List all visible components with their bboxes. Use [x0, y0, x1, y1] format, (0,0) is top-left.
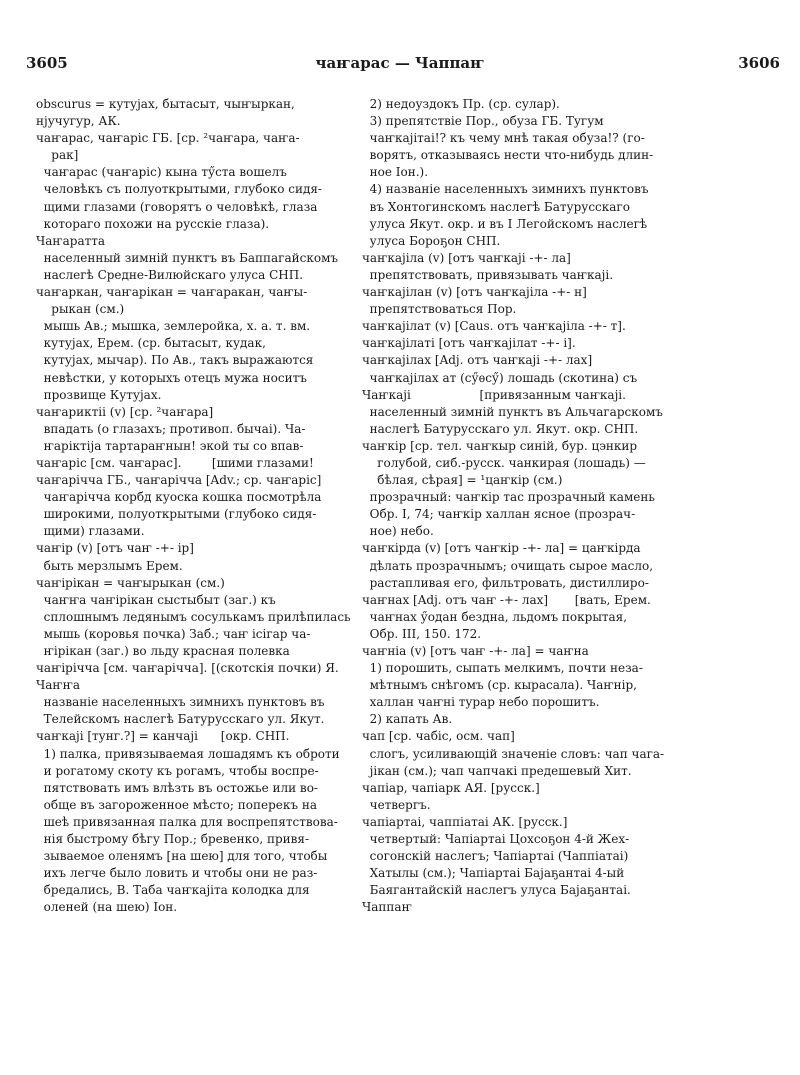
dictionary-line: человѣкъ съ полуоткрытыми, глубоко сидя- — [36, 182, 322, 197]
dictionary-line: чаҥкајілаті [отъ чаҥкајілат -+- і]. — [362, 336, 576, 351]
dictionary-line: Чаҥкајі [привязанным чаҥкајі. — [362, 387, 626, 402]
dictionary-line: щими глазами (говорятъ о человѣкѣ, глаза — [36, 199, 318, 214]
dictionary-line: нјучугур, АК. — [36, 114, 121, 129]
dictionary-line: чапіартаі, чаппіатаі АК. [русск.] — [362, 814, 568, 829]
dictionary-line: Чаҥаратта — [36, 233, 106, 248]
dictionary-line: чаҥкајіла (v) [отъ чаҥкајі -+- ла] — [362, 250, 571, 265]
dictionary-line: голубой, сиб.-русск. чанкирая (лошадь) — — [362, 455, 646, 470]
dictionary-line: слогъ, усиливающій значеніе словъ: чап чага- — [362, 746, 665, 761]
dictionary-line: въ Хонтогинскомъ наслегѣ Батурусскаго — [362, 199, 630, 214]
dictionary-line: сплошнымъ ледянымъ сосулькамъ прилѣпилась — [36, 609, 351, 624]
dictionary-line: чаҥірічча [см. чаҥарічча]. [(скотскія почки) Я. — [36, 661, 339, 676]
dictionary-line: четвертый: Чапіартаі Цохсоҕон 4-й Жех- — [362, 832, 630, 847]
right-column — [362, 96, 792, 917]
dictionary-line: наслегѣ Батурусскаго ул. Якут. окр. СНП. — [362, 421, 639, 436]
dictionary-line: препятствоваться Пор. — [362, 302, 517, 317]
dictionary-line: 4) названіе населенныхъ зимнихъ пунктовъ — [362, 182, 649, 197]
dictionary-line: прозрачный: чаҥкір тас прозрачный камень — [362, 490, 655, 505]
dictionary-line: шеѣ привязанная палка для воспрепятствова- — [36, 814, 338, 829]
dictionary-line: чаҥкајілат (v) [Caus. отъ чаҥкајіла -+- т]. — [362, 319, 626, 334]
dictionary-line: улуса Якут. окр. и въ І Легойскомъ наслегѣ — [362, 216, 648, 231]
dictionary-line: улуса Бороҕон СНП. — [362, 233, 501, 248]
dictionary-line: кутујах, Ерем. (ср. бытасыт, кудак, — [36, 336, 266, 351]
dictionary-line: ҥаріктіја тартараҥнын! экой ты со впав- — [36, 438, 304, 453]
dictionary-line: 1) палка, привязываемая лошадямъ къ оброти — [36, 746, 340, 761]
dictionary-line: ное) небо. — [362, 524, 434, 539]
dictionary-line: халлан чаҥні турар небо порошитъ. — [362, 695, 600, 710]
dictionary-line: и рогатому скоту къ рогамъ, чтобы воспре- — [36, 763, 319, 778]
running-head: чаҥарас — Чаппаҥ — [315, 54, 485, 72]
dictionary-line: Хатылы (см.); Чапіартаі Бајаҕантаі 4-ый — [362, 866, 625, 881]
dictionary-line: чаҥкајітаі!? къ чему мнѣ такая обуза!? (го- — [362, 131, 645, 146]
dictionary-line: чаҥарас (чаҥаріс) кына тӳста вошелъ — [36, 165, 287, 180]
dictionary-line: ҥірікан (заг.) во льду красная полевка — [36, 644, 290, 658]
dictionary-line: котораго похожи на русскіе глаза). — [36, 216, 270, 231]
dictionary-line: 3) препятствіе Пор., обуза ГБ. Тугум — [362, 114, 604, 129]
dictionary-line: названіе населенныхъ зимнихъ пунктовъ въ — [36, 695, 325, 710]
dictionary-line: чаҥір (v) [отъ чаҥ -+- ір] — [36, 541, 194, 556]
dictionary-line: щими) глазами. — [36, 524, 145, 539]
dictionary-line: чаҥніа (v) [отъ чаҥ -+- ла] = чаҥна — [362, 644, 589, 658]
dictionary-line: чаҥнах [Adj. отъ чаҥ -+- лах] [вать, Ерем. — [362, 592, 651, 607]
dictionary-line: Обр. І, 74; чаҥкір халлан ясное (прозрач- — [362, 507, 636, 522]
dictionary-line: нія быстрому бѣгу Пор.; бревенко, привя- — [36, 832, 310, 847]
dictionary-line: чаҥкір [ср. тел. чаҥкыр синій, бур. цэнкир — [362, 438, 638, 453]
dictionary-line: чаҥкајілах ат (сӳѳсӳ) лошадь (скотина) съ — [362, 370, 638, 385]
dictionary-line: 2) капать Ав. — [362, 712, 453, 727]
dictionary-line: дѣлать прозрачнымъ; очищать сырое масло, — [362, 558, 654, 573]
dictionary-line: рыкан (см.) — [36, 302, 125, 317]
dictionary-line: согонскій наслегъ; Чапіартаі (Чаппіатаі) — [362, 849, 629, 864]
dictionary-line: чаҥаріс [см. чаҥарас]. [шими глазами! — [36, 455, 314, 470]
dictionary-line: прозвище Кутујах. — [36, 387, 162, 402]
dictionary-line: јікан (см.); чап чапчакі предешевый Хит. — [362, 763, 632, 778]
dictionary-line: оленей (на шею) Іон. — [36, 900, 178, 915]
dictionary-line: чаҥкајі [тунг.?] = канчајі [окр. СНП. — [36, 729, 290, 744]
dictionary-line: чаҥкајілан (v) [отъ чаҥкајіла -+- н] — [362, 285, 587, 300]
dictionary-line: растапливая его, фильтровать, дистиллиро- — [362, 575, 649, 590]
dictionary-line: ихъ легче было ловить и чтобы они не раз- — [36, 866, 318, 881]
dictionary-line: рак] — [36, 148, 79, 163]
dictionary-line: obscurus = кутујах, бытасыт, чыҥыркан, — [36, 97, 295, 111]
dictionary-line: зываемое оленямъ [на шею] для того, чтобы — [36, 849, 328, 864]
dictionary-line: мышь (коровья почка) Заб.; чаҥ ісігар ча- — [36, 626, 311, 641]
dictionary-line: ворятъ, отказываясь нести что-нибудь длин- — [362, 148, 654, 163]
dictionary-line: обще въ загороженное мѣсто; поперекъ на — [36, 797, 317, 812]
dictionary-line: пятствовать имъ влѣзть въ остожье или во- — [36, 780, 318, 795]
dictionary-line: чаҥарас, чаҥаріс ГБ. [ср. ²чаҥара, чаҥа- — [36, 131, 300, 146]
page-number-left: 3605 — [26, 54, 68, 72]
dictionary-line: Телейскомъ наслегѣ Батурусскаго ул. Якут. — [36, 712, 325, 727]
dictionary-line: населенный зимній пунктъ въ Альчагарскомъ — [362, 404, 663, 419]
dictionary-line: населенный зимній пунктъ въ Баппагайскомъ — [36, 250, 339, 265]
dictionary-line: Чаппаҥ — [362, 900, 412, 915]
dictionary-line: чаҥҥа чаҥірікан сыстыбыт (заг.) къ — [36, 592, 276, 607]
dictionary-line: бредались, В. Таба чаҥкајіта колодка для — [36, 883, 310, 898]
dictionary-line: быть мерзлымъ Ерем. — [36, 558, 183, 573]
dictionary-line: впадать (о глазахъ; противоп. бычаі). Ча- — [36, 421, 306, 436]
dictionary-line: чапіар, чапіарк АЯ. [русск.] — [362, 780, 540, 795]
dictionary-line: широкими, полуоткрытыми (глубоко сидя- — [36, 507, 317, 522]
dictionary-line: чаҥірікан = чаҥырыкан (см.) — [36, 575, 225, 590]
dictionary-line: 2) недоуздокъ Пр. (ср. сулар). — [362, 97, 560, 111]
dictionary-line: невѣстки, у которыхъ отецъ мужа носитъ — [36, 370, 307, 385]
dictionary-line: 1) порошить, сыпать мелкимъ, почти неза- — [362, 661, 643, 676]
dictionary-line: Баягантайскій наслегъ улуса Бајаҕантаі. — [362, 883, 631, 898]
page-number-right: 3606 — [738, 54, 780, 72]
dictionary-line: препятствовать, привязывать чаҥкајі. — [362, 267, 614, 282]
dictionary-line: чаҥариктіі (v) [ср. ²чаҥара] — [36, 404, 214, 419]
dictionary-line: чаҥарічча корбд куоска кошка посмотрѣла — [36, 490, 322, 505]
dictionary-line: Чаҥҥа — [36, 678, 81, 693]
dictionary-line: мышь Ав.; мышка, землеройка, х. а. т. вм. — [36, 319, 311, 334]
dictionary-line: четвергъ. — [362, 797, 431, 812]
dictionary-line: наслегѣ Средне-Вилюйскаго улуса СНП. — [36, 267, 304, 282]
dictionary-line: чаҥкірда (v) [отъ чаҥкір -+- ла] = цаҥкірда — [362, 541, 641, 556]
dictionary-line: ное Іон.). — [362, 165, 429, 180]
dictionary-line: Обр. ІІІ, 150. 172. — [362, 626, 482, 641]
dictionary-line: чаҥнах ӳодан бездна, льдомъ покрытая, — [362, 609, 628, 624]
dictionary-line: чаҥарічча ГБ., чаҥарічча [Adv.; ср. чаҥаріс] — [36, 473, 322, 488]
dictionary-line: бѣлая, сѣрая] = ¹цаҥкір (см.) — [362, 473, 563, 488]
dictionary-line: чаҥаркан, чаҥарікан = чаҥаракан, чаҥы- — [36, 285, 308, 300]
dictionary-line: чап [ср. чабіс, осм. чап] — [362, 729, 515, 744]
dictionary-line: мѣтнымъ снѣгомъ (ср. кырасала). Чаҥнір, — [362, 678, 637, 693]
dictionary-line: кутујах, мычар). По Ав., такъ выражаются — [36, 353, 314, 368]
left-column — [36, 96, 356, 917]
dictionary-line: чаҥкајілах [Adj. отъ чаҥкајі -+- лах] — [362, 353, 593, 368]
